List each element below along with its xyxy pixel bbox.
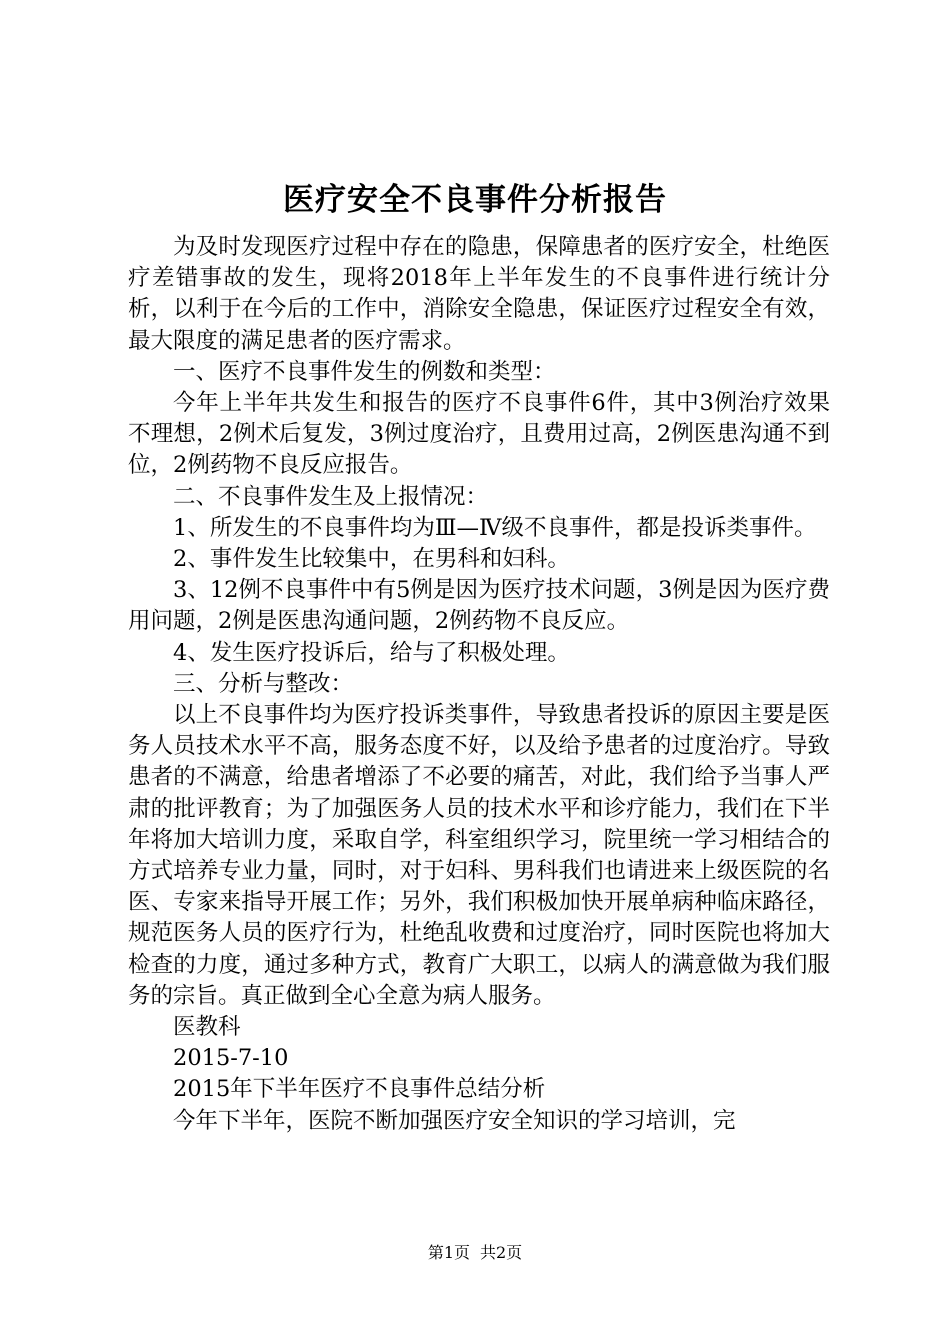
subtitle-second-half: 2015年下半年医疗不良事件总结分析	[173, 1076, 546, 1103]
signature-department: 医教科	[173, 1014, 241, 1041]
section-heading-2: 二、不良事件发生及上报情况：	[173, 483, 489, 510]
paragraph-event-count: 今年上半年共发生和报告的医疗不良事件6件，其中3例治疗效果不理想，2例术后复发，3例过度治疗，且费用过高，2例医患沟通不到位，2例药物不良反应报告。	[128, 390, 830, 479]
document-title: 医疗安全不良事件分析报告	[283, 182, 667, 218]
list-item-1: 1、所发生的不良事件均为Ⅲ—Ⅳ级不良事件，都是投诉类事件。	[173, 514, 817, 541]
section-heading-3: 三、分析与整改：	[173, 670, 354, 697]
page-number: 第1页	[427, 1243, 470, 1262]
second-half-paragraph: 今年下半年，医院不断加强医疗安全知识的学习培训，完	[173, 1107, 736, 1134]
document-body	[128, 232, 830, 1137]
analysis-paragraph: 以上不良事件均为医疗投诉类事件，导致患者投诉的原因主要是医务人员技术水平不高，服务态度不好，以及给予患者的过度治疗。导致患者的不满意，给患者增添了不必要的痛苦，对此，我们给予当事人严肃的批评教育；为了加强医务人员的技术水平和诊疗能力，我们在下半年将加大培训力度，采取自学，科室组织学习，院里统一学习相结合的方式培养专业力量，同时，对于妇科、男科我们也请进来上级医院的名医、专家来指导开展工作；另外，我们积极加快开展单病种临床路径，规范医务人员的医疗行为，杜绝乱收费和过度治疗，同时医院也将加大检查的力度，通过多种方式，教育广大职工，以病人的满意做为我们服务的宗旨。真正做到全心全意为病人服务。	[128, 702, 830, 1009]
page-footer	[0, 1242, 950, 1264]
page-total: 共2页	[480, 1243, 523, 1262]
list-item-2: 2、事件发生比较集中，在男科和妇科。	[173, 546, 570, 573]
list-item-3: 3、12例不良事件中有5例是因为医疗技术问题，3例是因为医疗费用问题，2例是医患沟通问题，2例药物不良反应。	[128, 577, 830, 635]
section-heading-1: 一、医疗不良事件发生的例数和类型：	[173, 358, 556, 385]
signature-date: 2015-7-10	[173, 1045, 289, 1072]
list-item-4: 4、发生医疗投诉后，给与了积极处理。	[173, 639, 570, 666]
intro-paragraph: 为及时发现医疗过程中存在的隐患，保障患者的医疗安全，杜绝医疗差错事故的发生，现将2018年上半年发生的不良事件进行统计分析，以利于在今后的工作中，消除安全隐患，保证医疗过程安全有效，最大限度的满足患者的医疗需求。	[128, 234, 830, 354]
